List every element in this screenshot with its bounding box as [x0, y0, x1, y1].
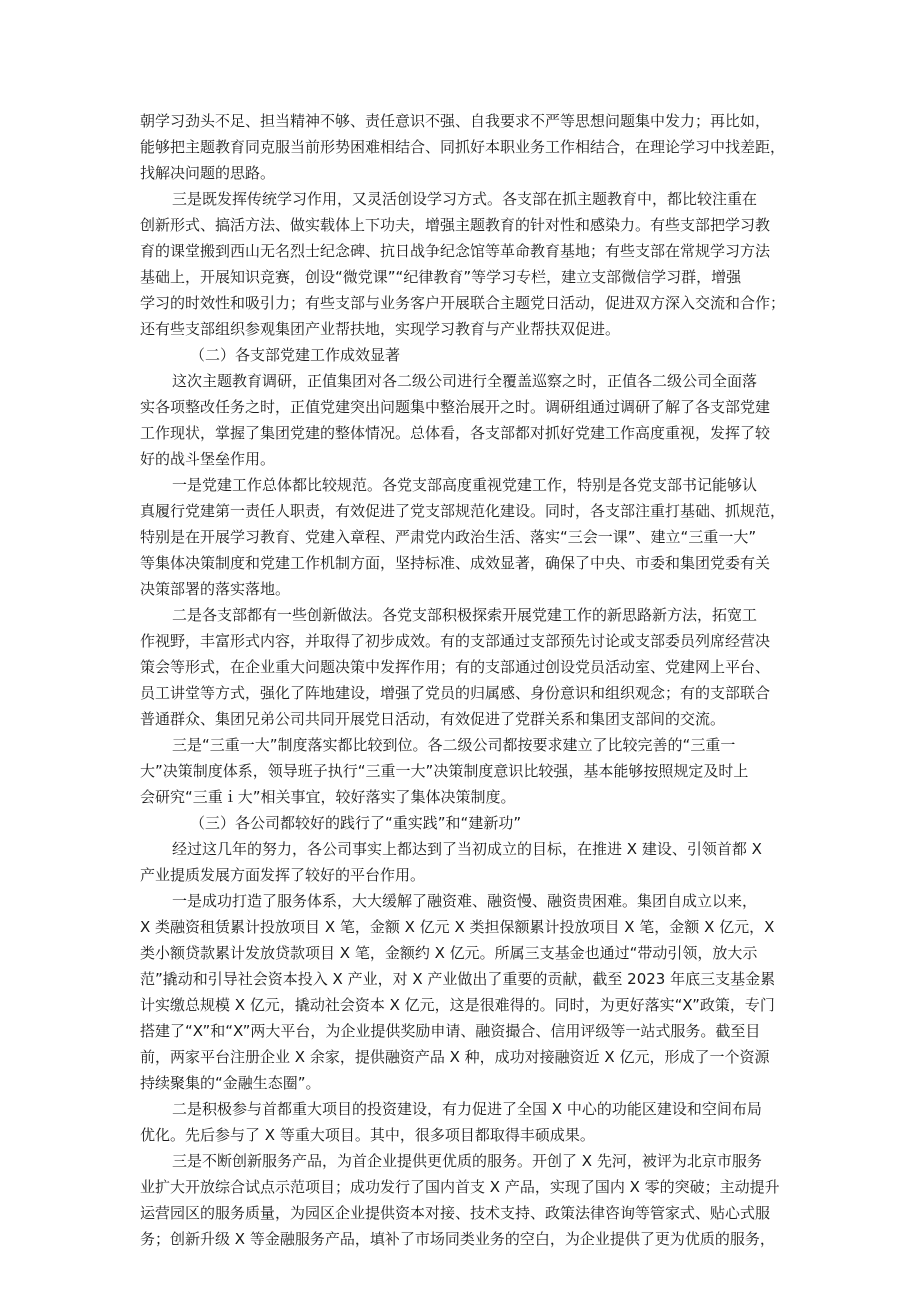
body-line: 大”决策制度体系，领导班子执行“三重一大”决策制度意识比较强，基本能够按照规定及时上 — [140, 762, 749, 780]
paragraph-first-line: 二是积极参与首都重大项目的投资建设，有力促进了全国 X 中心的功能区建设和空间布局 — [172, 1100, 762, 1118]
body-line: 业扩大开放综合试点示范项目；成功发行了国内首支 X 产品，实现了国内 X 零的突破；主动提升 — [140, 1178, 780, 1196]
body-line: 计实缴总规模 X 亿元，撬动社会资本 X 亿元，这是很难得的。同时，为更好落实“X”政策，专门 — [140, 996, 775, 1014]
body-line: 学习的时效性和吸引力；有些支部与业务客户开展联合主题党日活动，促进双方深入交流和合作； — [140, 294, 786, 312]
paragraph-first-line: 这次主题教育调研，正值集团对各二级公司进行全覆盖巡察之时，正值各二级公司全面落 — [172, 372, 758, 390]
paragraph-first-line: 二是各支部都有一些创新做法。各党支部积极探索开展党建工作的新思路新方法，拓宽工 — [172, 606, 758, 624]
paragraph-first-line: 一是党建工作总体都比较规范。各党支部高度重视党建工作，特别是各党支部书记能够认 — [172, 476, 758, 494]
body-line: 策会等形式，在企业重大问题决策中发挥作用；有的支部通过创设党员活动室、党建网上平台、 — [140, 658, 771, 676]
body-line: 实各项整改任务之时，正值党建突出问题集中整治展开之时。调研组通过调研了解了各支部党建 — [140, 398, 771, 416]
body-line: 范”撬动和引导社会资本投入 X 产业，对 X 产业做出了重要的贡献，截至 2023 年底三支基金累 — [140, 970, 776, 988]
body-line: 员工讲堂等方式，强化了阵地建设，增强了党员的归属感、身份意识和组织观念；有的支部联合 — [140, 684, 771, 702]
body-line: 运营园区的服务质量，为园区企业提供资本对接、技术支持、政策法律咨询等管家式、贴心式服 — [140, 1204, 771, 1222]
body-line: 工作现状，掌握了集团党建的整体情况。总体看，各支部都对抓好党建工作高度重视，发挥了较 — [140, 424, 771, 442]
body-line: 育的课堂搬到西山无名烈士纪念碑、抗日战争纪念馆等革命教育基地；有些支部在常规学习方法 — [140, 242, 771, 260]
body-line: 持续聚集的“金融生态圈”。 — [140, 1074, 321, 1092]
body-line: 基础上，开展知识竞赛，创设“微党课”“纪律教育”等学习专栏，建立支部微信学习群，增强 — [140, 268, 742, 286]
body-line: 搭建了“X”和“X”两大平台，为企业提供奖励申请、融资撮合、信用评级等一站式服务。截至目 — [140, 1022, 761, 1040]
body-line: 作视野，丰富形式内容，并取得了初步成效。有的支部通过支部预先讨论或支部委员列席经营决 — [140, 632, 771, 650]
body-line: 还有些支部组织参观集团产业帮扶地，实现学习教育与产业帮扶双促进。 — [140, 320, 621, 338]
body-line: 等集体决策制度和党建工作机制方面，坚持标准、成效显著，确保了中央、市委和集团党委有关 — [140, 554, 771, 572]
body-line: 朝学习劲头不足、担当精神不够、责任意识不强、自我要求不严等思想问题集中发力；再比如， — [140, 112, 771, 130]
paragraph-first-line: 三是既发挥传统学习作用，又灵活创设学习方式。各支部在抓主题教育中，都比较注重在 — [172, 190, 758, 208]
paragraph-first-line: 三是不断创新服务产品，为首企业提供更优质的服务。开创了 X 先河，被评为北京市服务 — [172, 1152, 762, 1170]
body-line: 会研究“三重ｉ大”相关事宜，较好落实了集体决策制度。 — [140, 788, 516, 806]
body-line: 好的战斗堡垒作用。 — [140, 450, 276, 468]
body-line: 决策部署的落实落地。 — [140, 580, 291, 598]
body-line: 能够把主题教育同克服当前形势困难相结合、同抓好本职业务工作相结合，在理论学习中找差距， — [140, 138, 786, 156]
body-line: 特别是在开展学习教育、党建入章程、严肃党内政治生活、落实“三会一课”、建立“三重一大” — [140, 528, 757, 546]
body-line: 产业提质发展方面发挥了较好的平台作用。 — [140, 866, 426, 884]
paragraph-first-line: 一是成功打造了服务体系，大大缓解了融资难、融资慢、融资贵困难。集团自成立以来， — [172, 892, 758, 910]
body-line: 普通群众、集团兄弟公司共同开展党日活动，有效促进了党群关系和集团支部间的交流。 — [140, 710, 726, 728]
body-line: 类小额贷款累计发放贷款项目 X 笔，金额约 X 亿元。所属三支基金也通过“带动引领，放大示 — [140, 944, 758, 962]
paragraph-first-line: 经过这几年的努力，各公司事实上都达到了当初成立的目标，在推进 X 建设、引领首都 X — [172, 840, 762, 858]
body-line: 真履行党建第一责任人职责，有效促进了党支部规范化建设。同时，各支部注重打基础、抓规范， — [140, 502, 786, 520]
body-line: 创新形式、搞活方法、做实载体上下功夫，增强主题教育的针对性和感染力。有些支部把学习教 — [140, 216, 771, 234]
body-line: X 类融资租赁累计投放项目 X 笔，金额 X 亿元 X 类担保额累计投放项目 X 笔，金额 X 亿元，X — [140, 918, 775, 936]
section-heading: （二）各支部党建工作成效显著 — [190, 346, 401, 364]
body-line: 务；创新升级 X 等金融服务产品，填补了市场同类业务的空白，为企业提供了更为优质的服务， — [140, 1230, 775, 1248]
section-heading: （三）各公司都较好的践行了“重实践”和“建新功” — [190, 814, 522, 832]
paragraph-first-line: 三是“三重一大”制度落实都比较到位。各二级公司都按要求建立了比较完善的“三重一 — [172, 736, 736, 754]
body-line: 找解决问题的思路。 — [140, 164, 276, 182]
body-line: 前，两家平台注册企业 X 余家，提供融资产品 X 种，成功对接融资近 X 亿元，形成了一个资源 — [140, 1048, 770, 1066]
body-line: 优化。先后参与了 X 等重大项目。其中，很多项目都取得丰硕成果。 — [140, 1126, 595, 1144]
